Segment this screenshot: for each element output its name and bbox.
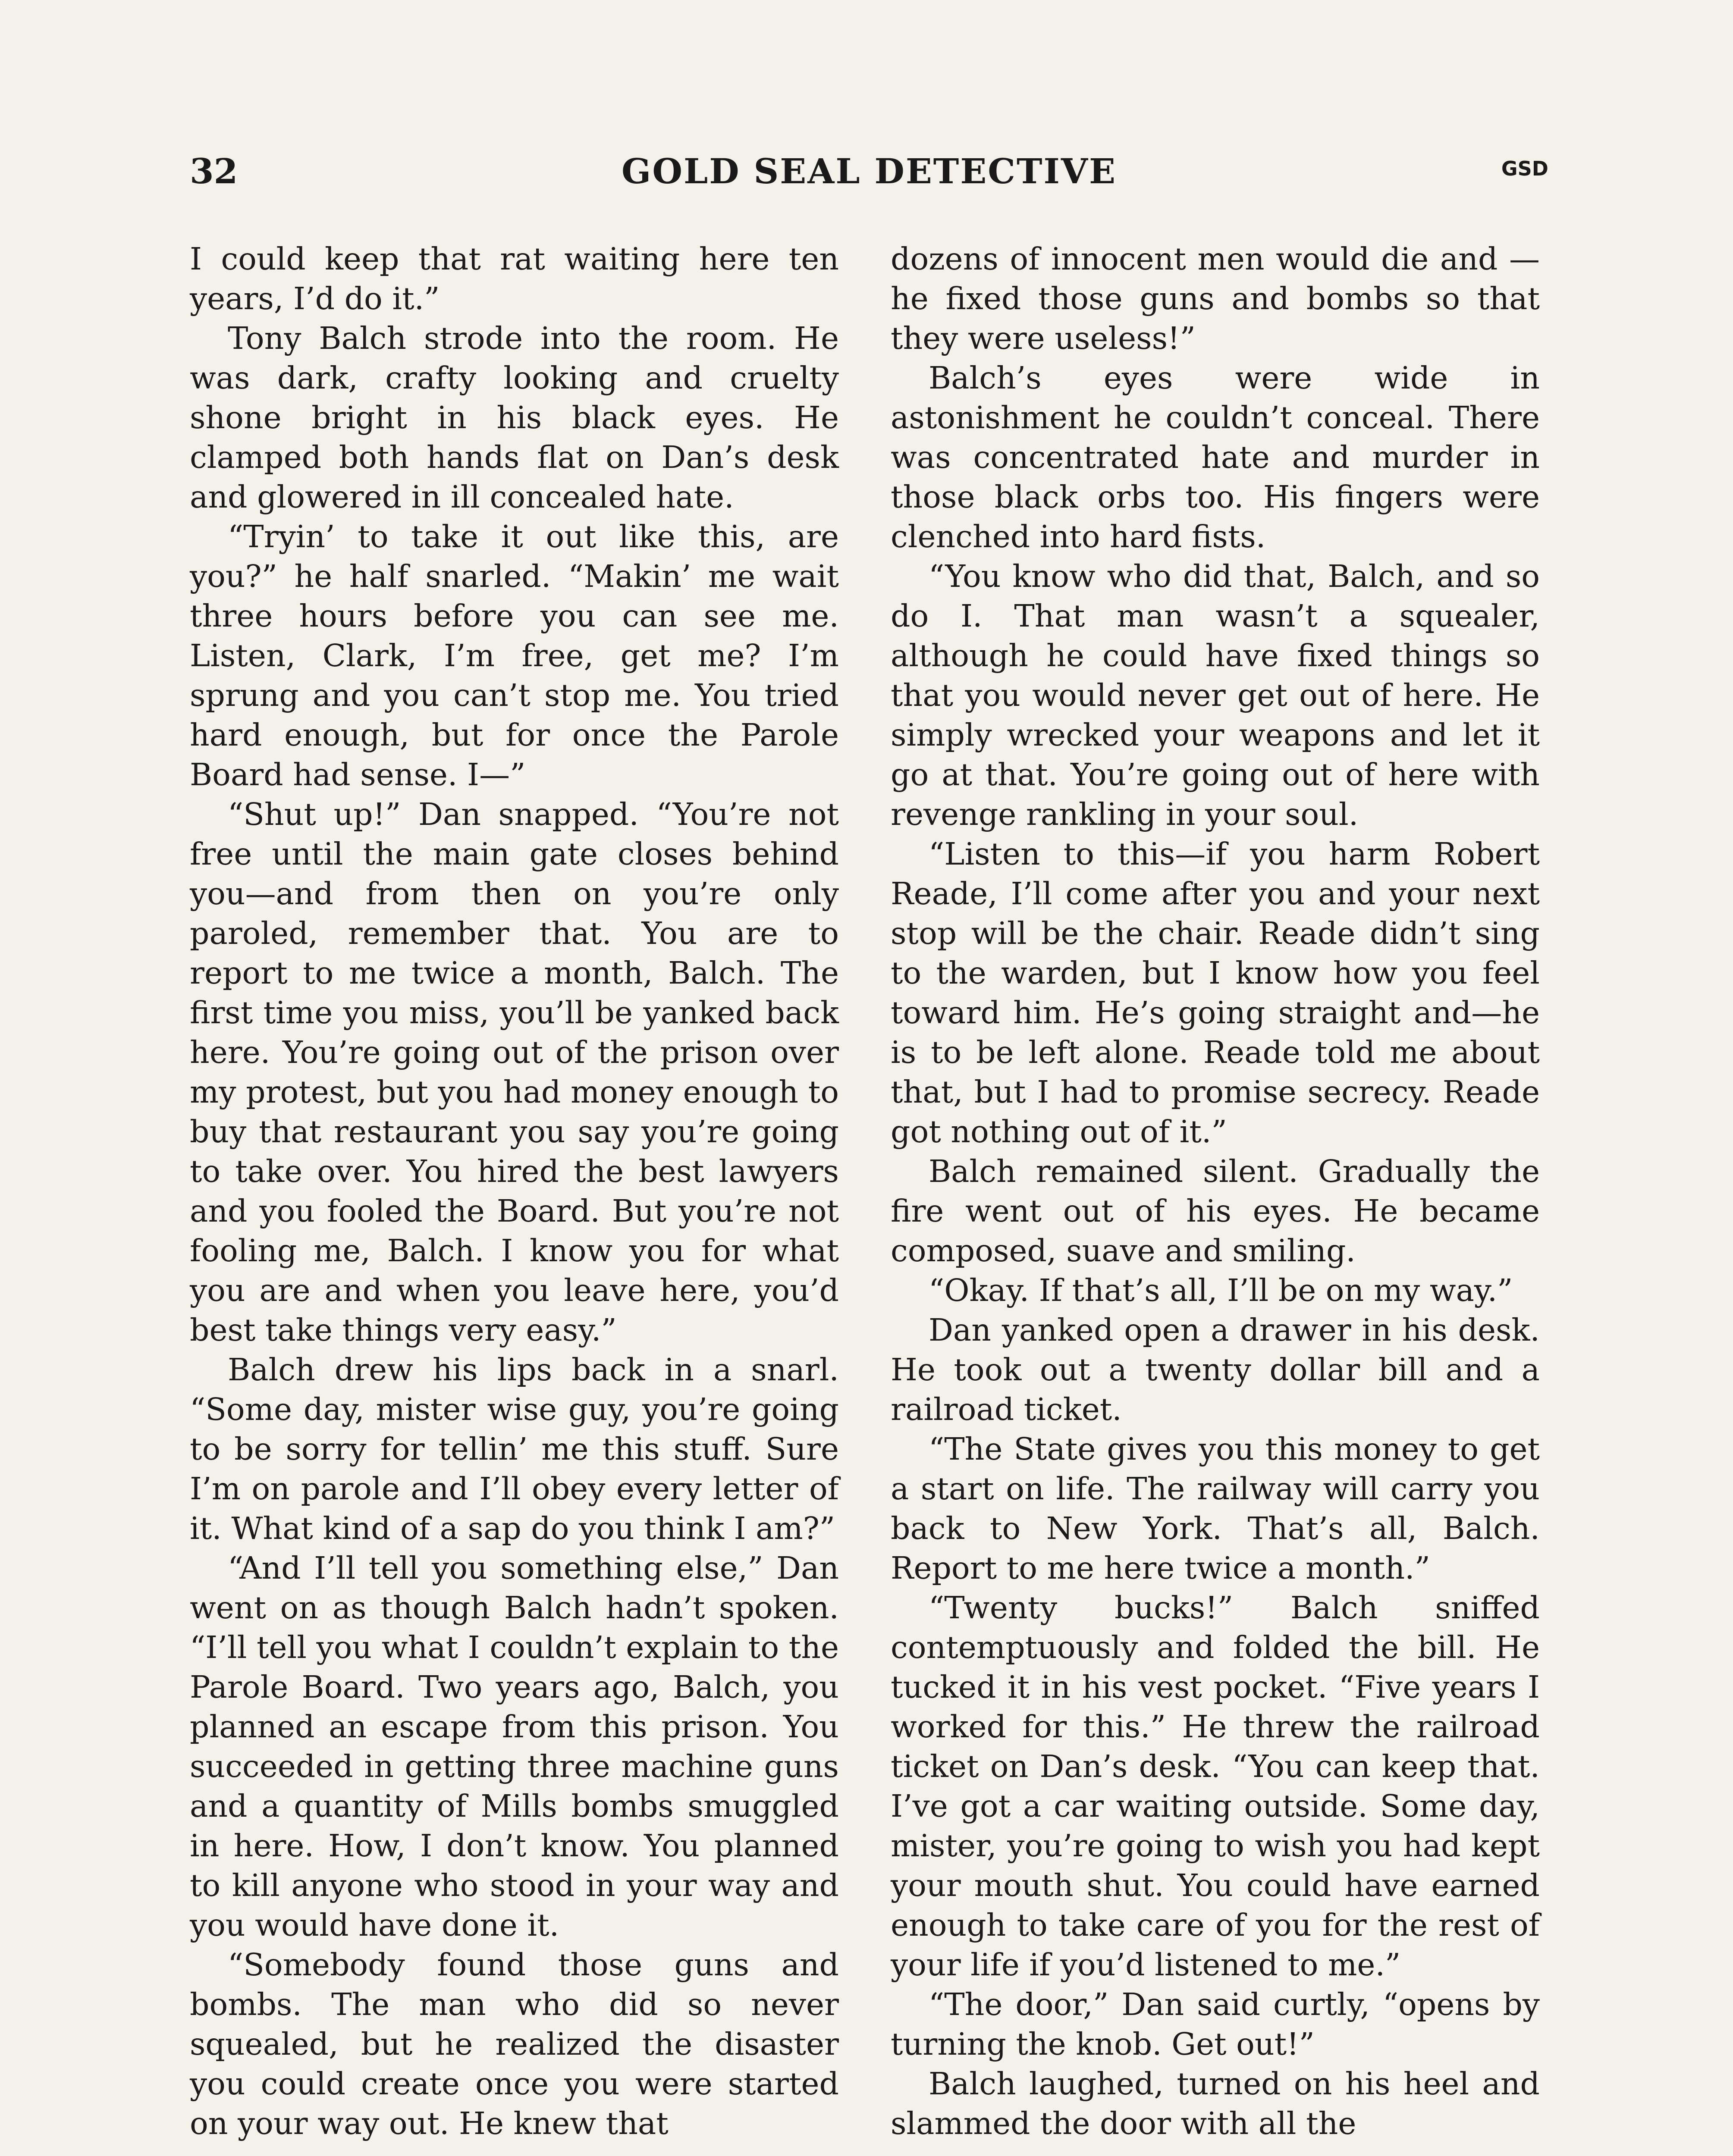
paragraph: “The State gives you this money to get a start on life. The railway will carry you back to New York. That’s all, Balch. Report to me here twice a month.”: [891, 1431, 1540, 1586]
paragraph: “Okay. If that’s all, I’ll be on my way.”: [929, 1272, 1513, 1308]
left-column: [190, 239, 839, 2143]
paragraph: Dan yanked open a drawer in his desk. He took out a twenty dollar bill and a railroad ticket.: [891, 1312, 1540, 1427]
right-column: [891, 239, 1540, 2143]
paragraph: “Somebody found those guns and bombs. The man who did so never squealed, but he realized the disaster you could create once you were started on your way out. He knew that: [190, 1947, 839, 2141]
paragraph: Tony Balch strode into the room. He was dark, crafty looking and cruelty shone bright in his black eyes. He clamped both hands flat on Dan’s desk and glowered in ill concealed hate.: [190, 320, 839, 515]
paragraph: Balch drew his lips back in a snarl. “Some day, mister wise guy, you’re going to be sorry for tellin’ me this stuff. Sure I’m on parole and I’ll obey every letter of it. What kind of a sap do you think I am?”: [190, 1352, 839, 1546]
paragraph: I could keep that rat waiting here ten years, I’d do it.”: [190, 241, 839, 317]
paragraph: dozens of innocent men would die and —he fixed those guns and bombs so that they were useless!”: [891, 241, 1540, 356]
paragraph: “Twenty bucks!” Balch sniffed contemptuously and folded the bill. He tucked it in his vest pocket. “Five years I worked for this.” He threw the railroad ticket on Dan’s desk. “You can keep that. I’ve got a car waiting outside. Some day, mister, you’re going to wish you had kept your mouth shut. You could have earned enough to take care of you for the rest of your life if you’d listened to me.”: [891, 1590, 1540, 1983]
paragraph: Balch remained silent. Gradually the fire went out of his eyes. He became composed, suave and smiling.: [891, 1153, 1540, 1269]
paragraph: “You know who did that, Balch, and so do I. That man wasn’t a squealer, although he could have fixed things so that you would never get out of here. He simply wrecked your weapons and let it go at that. You’re going out of here with revenge rankling in your soul.: [891, 558, 1540, 832]
header-code: GSD: [1501, 157, 1548, 180]
paragraph: “Shut up!” Dan snapped. “You’re not free until the main gate closes behind you—and from then on you’re only paroled, remember that. You are to report to me twice a month, Balch. The first time you miss, you’ll be yanked back here. You’re going out of the prison over my protest, but you had money enough to buy that restaurant you say you’re going to take over. You hired the best lawyers and you fooled the Board. But you’re not fooling me, Balch. I know you for what you are and when you leave here, you’d best take things very easy.”: [190, 796, 839, 1348]
running-title: GOLD SEAL DETECTIVE: [622, 151, 1117, 191]
paragraph: “The door,” Dan said curtly, “opens by turning the knob. Get out!”: [891, 1987, 1540, 2062]
paragraph: “Listen to this—if you harm Robert Reade, I’ll come after you and your next stop will be the chair. Reade didn’t sing to the warden, but I know how you feel toward him. He’s going straight and—he is to be left alone. Reade told me about that, but I had to promise secrecy. Reade got nothing out of it.”: [891, 836, 1540, 1150]
paragraph: “Tryin’ to take it out like this, are you?” he half snarled. “Makin’ me wait three hours before you can see me. Listen, Clark, I’m free, get me? I’m sprung and you can’t stop me. You tried hard enough, but for once the Parole Board had sense. I—”: [190, 519, 839, 793]
page-header: [190, 151, 1548, 203]
paragraph: Balch’s eyes were wide in astonishment he couldn’t conceal. There was concentrated hate and murder in those black orbs too. His fingers were clenched into hard fists.: [891, 360, 1540, 555]
paragraph: “And I’ll tell you something else,” Dan went on as though Balch hadn’t spoken. “I’ll tell you what I couldn’t explain to the Parole Board. Two years ago, Balch, you planned an escape from this prison. You succeeded in getting three machine guns and a quantity of Mills bombs smuggled in here. How, I don’t know. You planned to kill anyone who stood in your way and you would have done it.: [190, 1550, 839, 1943]
paragraph: Balch laughed, turned on his heel and slammed the door with all the: [891, 2066, 1540, 2141]
page-number: 32: [190, 151, 238, 191]
